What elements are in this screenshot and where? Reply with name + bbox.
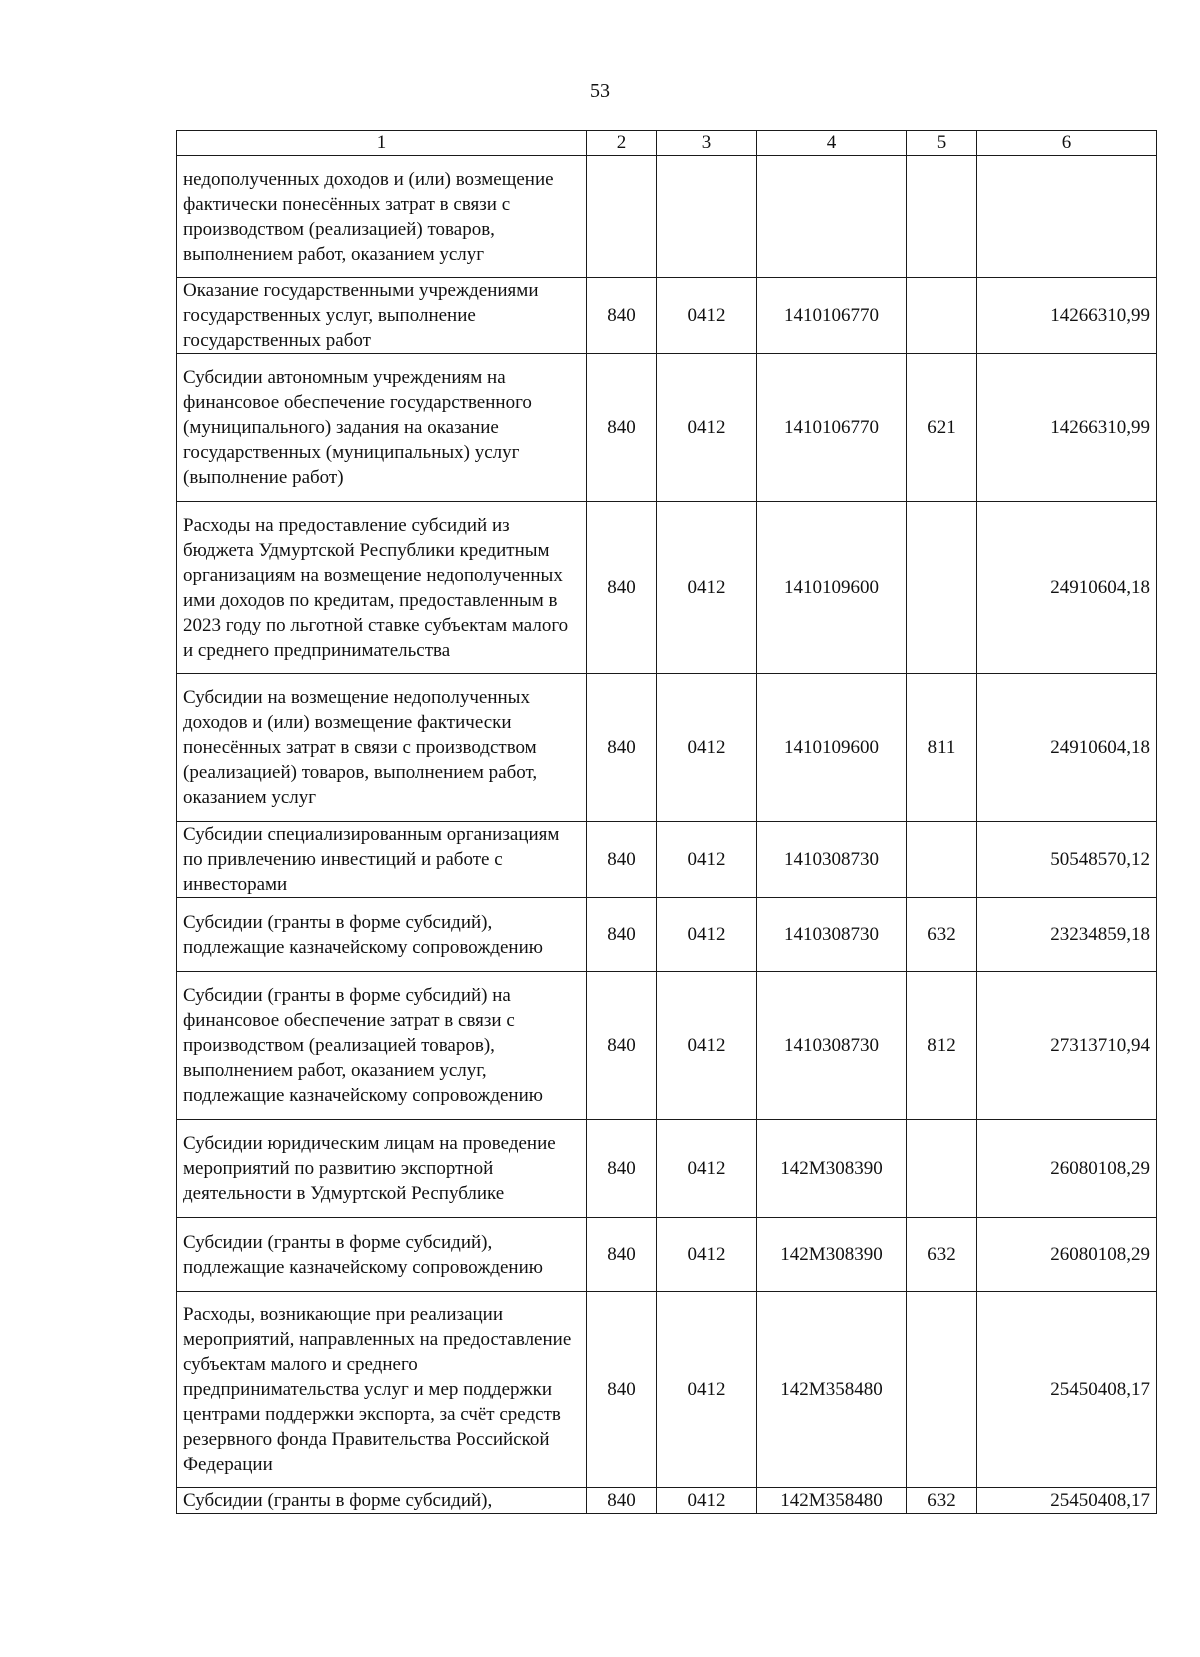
section-code: 0412 [657, 822, 757, 898]
column-header-6: 6 [977, 131, 1157, 156]
target-article-code: 1410109600 [757, 502, 907, 674]
amount: 26080108,29 [977, 1218, 1157, 1292]
target-article-code: 1410308730 [757, 972, 907, 1120]
target-article-code: 142М308390 [757, 1120, 907, 1218]
expense-name: Оказание государственными учреждениями государственных услуг, выполнение государственных работ [177, 278, 587, 354]
amount: 23234859,18 [977, 898, 1157, 972]
section-code: 0412 [657, 1292, 757, 1488]
amount: 25450408,17 [977, 1488, 1157, 1514]
ministry-code: 840 [587, 502, 657, 674]
expense-type-code: 811 [907, 674, 977, 822]
expense-type-code [907, 156, 977, 278]
ministry-code: 840 [587, 972, 657, 1120]
expense-type-code [907, 1292, 977, 1488]
expense-name: Субсидии на возмещение недополученных доходов и (или) возмещение фактически понесённых затрат в связи с производством (реализацией) товаров, выполнением работ, оказанием услуг [177, 674, 587, 822]
section-code: 0412 [657, 278, 757, 354]
expense-type-code [907, 1120, 977, 1218]
ministry-code: 840 [587, 898, 657, 972]
expense-name: Субсидии (гранты в форме субсидий) на финансовое обеспечение затрат в связи с производством (реализацией товаров), выполнением работ, оказанием услуг, подлежащие казначейскому сопровождению [177, 972, 587, 1120]
expense-type-code: 632 [907, 898, 977, 972]
column-header-2: 2 [587, 131, 657, 156]
table-row [177, 972, 1157, 1120]
ministry-code: 840 [587, 1292, 657, 1488]
section-code: 0412 [657, 674, 757, 822]
target-article-code: 1410106770 [757, 278, 907, 354]
expense-type-code: 632 [907, 1488, 977, 1514]
table-row [177, 822, 1157, 898]
target-article-code: 1410109600 [757, 674, 907, 822]
expense-name: Субсидии (гранты в форме субсидий), [177, 1488, 587, 1514]
section-code: 0412 [657, 898, 757, 972]
expense-name: Субсидии (гранты в форме субсидий), подлежащие казначейскому сопровождению [177, 898, 587, 972]
target-article-code: 142М358480 [757, 1488, 907, 1514]
table-row [177, 1292, 1157, 1488]
page-number: 53 [590, 80, 610, 102]
column-header-5: 5 [907, 131, 977, 156]
amount: 26080108,29 [977, 1120, 1157, 1218]
table-row [177, 1488, 1157, 1514]
amount: 27313710,94 [977, 972, 1157, 1120]
expense-name: Субсидии специализированным организациям по привлечению инвестиций и работе с инвесторами [177, 822, 587, 898]
amount: 24910604,18 [977, 502, 1157, 674]
amount: 25450408,17 [977, 1292, 1157, 1488]
ministry-code: 840 [587, 278, 657, 354]
ministry-code: 840 [587, 822, 657, 898]
section-code: 0412 [657, 502, 757, 674]
ministry-code [587, 156, 657, 278]
column-header-1: 1 [177, 131, 587, 156]
ministry-code: 840 [587, 1488, 657, 1514]
expense-type-code [907, 502, 977, 674]
column-header-3: 3 [657, 131, 757, 156]
header-row [177, 131, 1157, 156]
amount: 14266310,99 [977, 354, 1157, 502]
expense-name: Расходы, возникающие при реализации мероприятий, направленных на предоставление субъектам малого и среднего предпринимательства услуг и мер поддержки центрами поддержки экспорта, за счёт средств резервного фонда Правительства Российской Федерации [177, 1292, 587, 1488]
target-article-code: 142М308390 [757, 1218, 907, 1292]
section-code: 0412 [657, 1218, 757, 1292]
column-header-4: 4 [757, 131, 907, 156]
table-row [177, 502, 1157, 674]
section-code: 0412 [657, 1488, 757, 1514]
ministry-code: 840 [587, 354, 657, 502]
expense-type-code: 632 [907, 1218, 977, 1292]
amount [977, 156, 1157, 278]
amount: 14266310,99 [977, 278, 1157, 354]
expense-name: Субсидии автономным учреждениям на финансовое обеспечение государственного (муниципального) задания на оказание государственных (муниципальных) услуг (выполнение работ) [177, 354, 587, 502]
target-article-code: 1410308730 [757, 822, 907, 898]
budget-table [176, 130, 1157, 1514]
section-code: 0412 [657, 972, 757, 1120]
expense-type-code: 812 [907, 972, 977, 1120]
target-article-code [757, 156, 907, 278]
table-row [177, 156, 1157, 278]
target-article-code: 1410308730 [757, 898, 907, 972]
ministry-code: 840 [587, 1120, 657, 1218]
table-row [177, 898, 1157, 972]
expense-name: Субсидии (гранты в форме субсидий), подлежащие казначейскому сопровождению [177, 1218, 587, 1292]
ministry-code: 840 [587, 674, 657, 822]
expense-type-code [907, 822, 977, 898]
expense-name: недополученных доходов и (или) возмещение фактически понесённых затрат в связи с производством (реализацией) товаров, выполнением работ, оказанием услуг [177, 156, 587, 278]
expense-name: Субсидии юридическим лицам на проведение мероприятий по развитию экспортной деятельности в Удмуртской Республике [177, 1120, 587, 1218]
ministry-code: 840 [587, 1218, 657, 1292]
section-code: 0412 [657, 354, 757, 502]
section-code: 0412 [657, 1120, 757, 1218]
table-row [177, 354, 1157, 502]
expense-name: Расходы на предоставление субсидий из бюджета Удмуртской Республики кредитным организациям на возмещение недополученных ими доходов по кредитам, предоставленным в 2023 году по льготной ставке субъектам малого и среднего предпринимательства [177, 502, 587, 674]
target-article-code: 142М358480 [757, 1292, 907, 1488]
table-row [177, 1120, 1157, 1218]
section-code [657, 156, 757, 278]
expense-type-code: 621 [907, 354, 977, 502]
expense-type-code [907, 278, 977, 354]
amount: 24910604,18 [977, 674, 1157, 822]
target-article-code: 1410106770 [757, 354, 907, 502]
table-row [177, 1218, 1157, 1292]
table-row [177, 278, 1157, 354]
amount: 50548570,12 [977, 822, 1157, 898]
table-row [177, 674, 1157, 822]
